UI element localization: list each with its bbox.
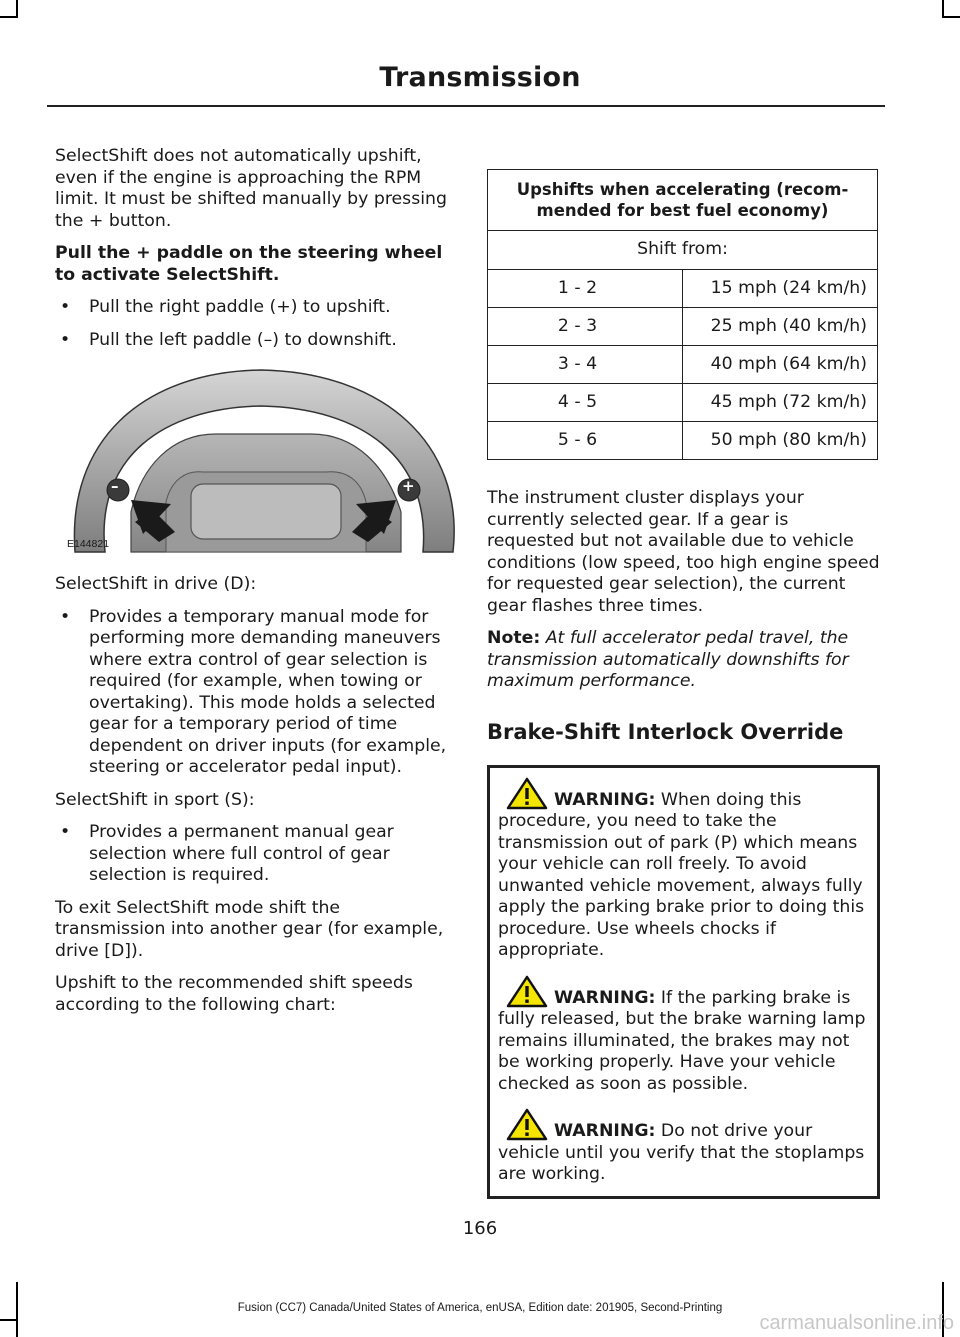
warning-text: When doing this procedure, you need to take the transmission out of park (P) which means your vehicle can roll freely. To avoid unwanted vehicle movement, always fully apply the parking brake prior to doing this procedure. Use wheels chocks if appropriate. — [498, 789, 865, 960]
bullet-list — [55, 822, 450, 887]
right-column — [487, 147, 880, 1199]
list-item: • Pull the left paddle (–) to downshift. — [55, 330, 450, 352]
paragraph: The instrument cluster displays your currently selected gear. If a gear is requested but not available due to vehicle conditions (low speed, too high engine speed for requested gear selection), the current gear flashes three times. — [487, 488, 880, 616]
list-item: • Provides a temporary manual mode for performing more demanding maneuvers where extra control of gear selection is required (for example, when towing or overtaking). This mode holds a selected gear for a temporary period of time dependent on driver inputs (for example, steering or accelerator pedal input). — [55, 607, 450, 779]
bullet-list — [55, 297, 450, 351]
left-column — [55, 146, 450, 1027]
table-row — [488, 422, 878, 460]
warning-label: WARNING: — [554, 987, 656, 1008]
paragraph: SelectShift does not automatically upshift, even if the engine is approaching the RPM limit. It must be shifted manually by pressing the + button. — [55, 146, 447, 231]
steering-wheel-illustration — [67, 362, 456, 557]
gear-cell: 1 - 2 — [488, 270, 683, 308]
warning-text: If the parking brake is fully released, but the brake warning lamp remains illuminated, the brakes may not be working properly. Have your vehicle checked as soon as possible. — [498, 987, 866, 1094]
list-item: • Provides a permanent manual gear selection where full control of gear selection is required. — [55, 822, 450, 887]
page-number: 166 — [462, 1218, 498, 1239]
title-divider — [47, 105, 885, 107]
speed-cell: 50 mph (80 km/h) — [683, 422, 878, 460]
gear-cell: 3 - 4 — [488, 346, 683, 384]
upshift-speed-table — [487, 169, 878, 460]
crop-mark-top-right — [942, 16, 960, 18]
table-header-row — [488, 170, 878, 231]
table-row — [488, 384, 878, 422]
paragraph: To exit SelectShift mode shift the transmission into another gear (for example, drive [D]). — [55, 897, 444, 961]
page-title: Transmission — [379, 62, 581, 93]
table-subheader-row — [488, 231, 878, 270]
warning-triangle-icon — [506, 975, 548, 1008]
note-label: Note: — [487, 628, 541, 648]
bold-instruction: Pull the + paddle on the steering wheel to activate SelectShift. — [55, 243, 443, 285]
table-subheader: Shift from: — [488, 231, 878, 270]
list-item: • Pull the right paddle (+) to upshift. — [55, 297, 450, 319]
table-row — [488, 270, 878, 308]
warning-label: WARNING: — [554, 1121, 656, 1141]
table-row — [488, 346, 878, 384]
speed-cell: 45 mph (72 km/h) — [683, 384, 878, 422]
gear-cell: 2 - 3 — [488, 308, 683, 346]
warning-triangle-icon — [506, 777, 548, 810]
table-header: Upshifts when accelerating (recom-mended for best fuel economy) — [488, 170, 878, 231]
edition-footer: Fusion (CC7) Canada/United States of America, enUSA, Edition date: 201905, Second-Printing — [237, 1302, 723, 1314]
speed-cell: 25 mph (40 km/h) — [683, 308, 878, 346]
crop-mark-top-left — [0, 16, 18, 18]
warning-box — [487, 765, 880, 1199]
paragraph: SelectShift in drive (D): — [55, 574, 257, 594]
note-text: At full accelerator pedal travel, the transmission automatically downshifts for maximum performance. — [487, 628, 849, 691]
table-row — [488, 308, 878, 346]
speed-cell: 40 mph (64 km/h) — [683, 346, 878, 384]
minus-paddle-label: – — [111, 477, 119, 495]
gear-cell: 4 - 5 — [488, 384, 683, 422]
speed-cell: 15 mph (24 km/h) — [683, 270, 878, 308]
warning-triangle-icon — [506, 1108, 548, 1141]
paragraph: SelectShift in sport (S): — [55, 789, 255, 810]
steering-wheel-graphic — [71, 362, 456, 557]
warning — [498, 777, 869, 962]
watermark: carmanualsonline.info — [759, 1312, 954, 1334]
warning — [498, 975, 869, 1096]
warning-text: Do not drive your vehicle until you verify that the stoplamps are working. — [498, 1121, 865, 1184]
note — [487, 628, 880, 693]
figure-code: E144821 — [67, 537, 110, 550]
warning-label: WARNING: — [554, 789, 656, 810]
plus-paddle-label: + — [402, 477, 415, 495]
section-title: Brake-Shift Interlock Override — [487, 719, 844, 744]
warning — [498, 1108, 869, 1186]
paragraph: Upshift to the recommended shift speeds according to the following chart: — [55, 973, 413, 1015]
bullet-list — [55, 607, 450, 779]
gear-cell: 5 - 6 — [488, 422, 683, 460]
crop-mark-bottom-left — [0, 1319, 18, 1321]
